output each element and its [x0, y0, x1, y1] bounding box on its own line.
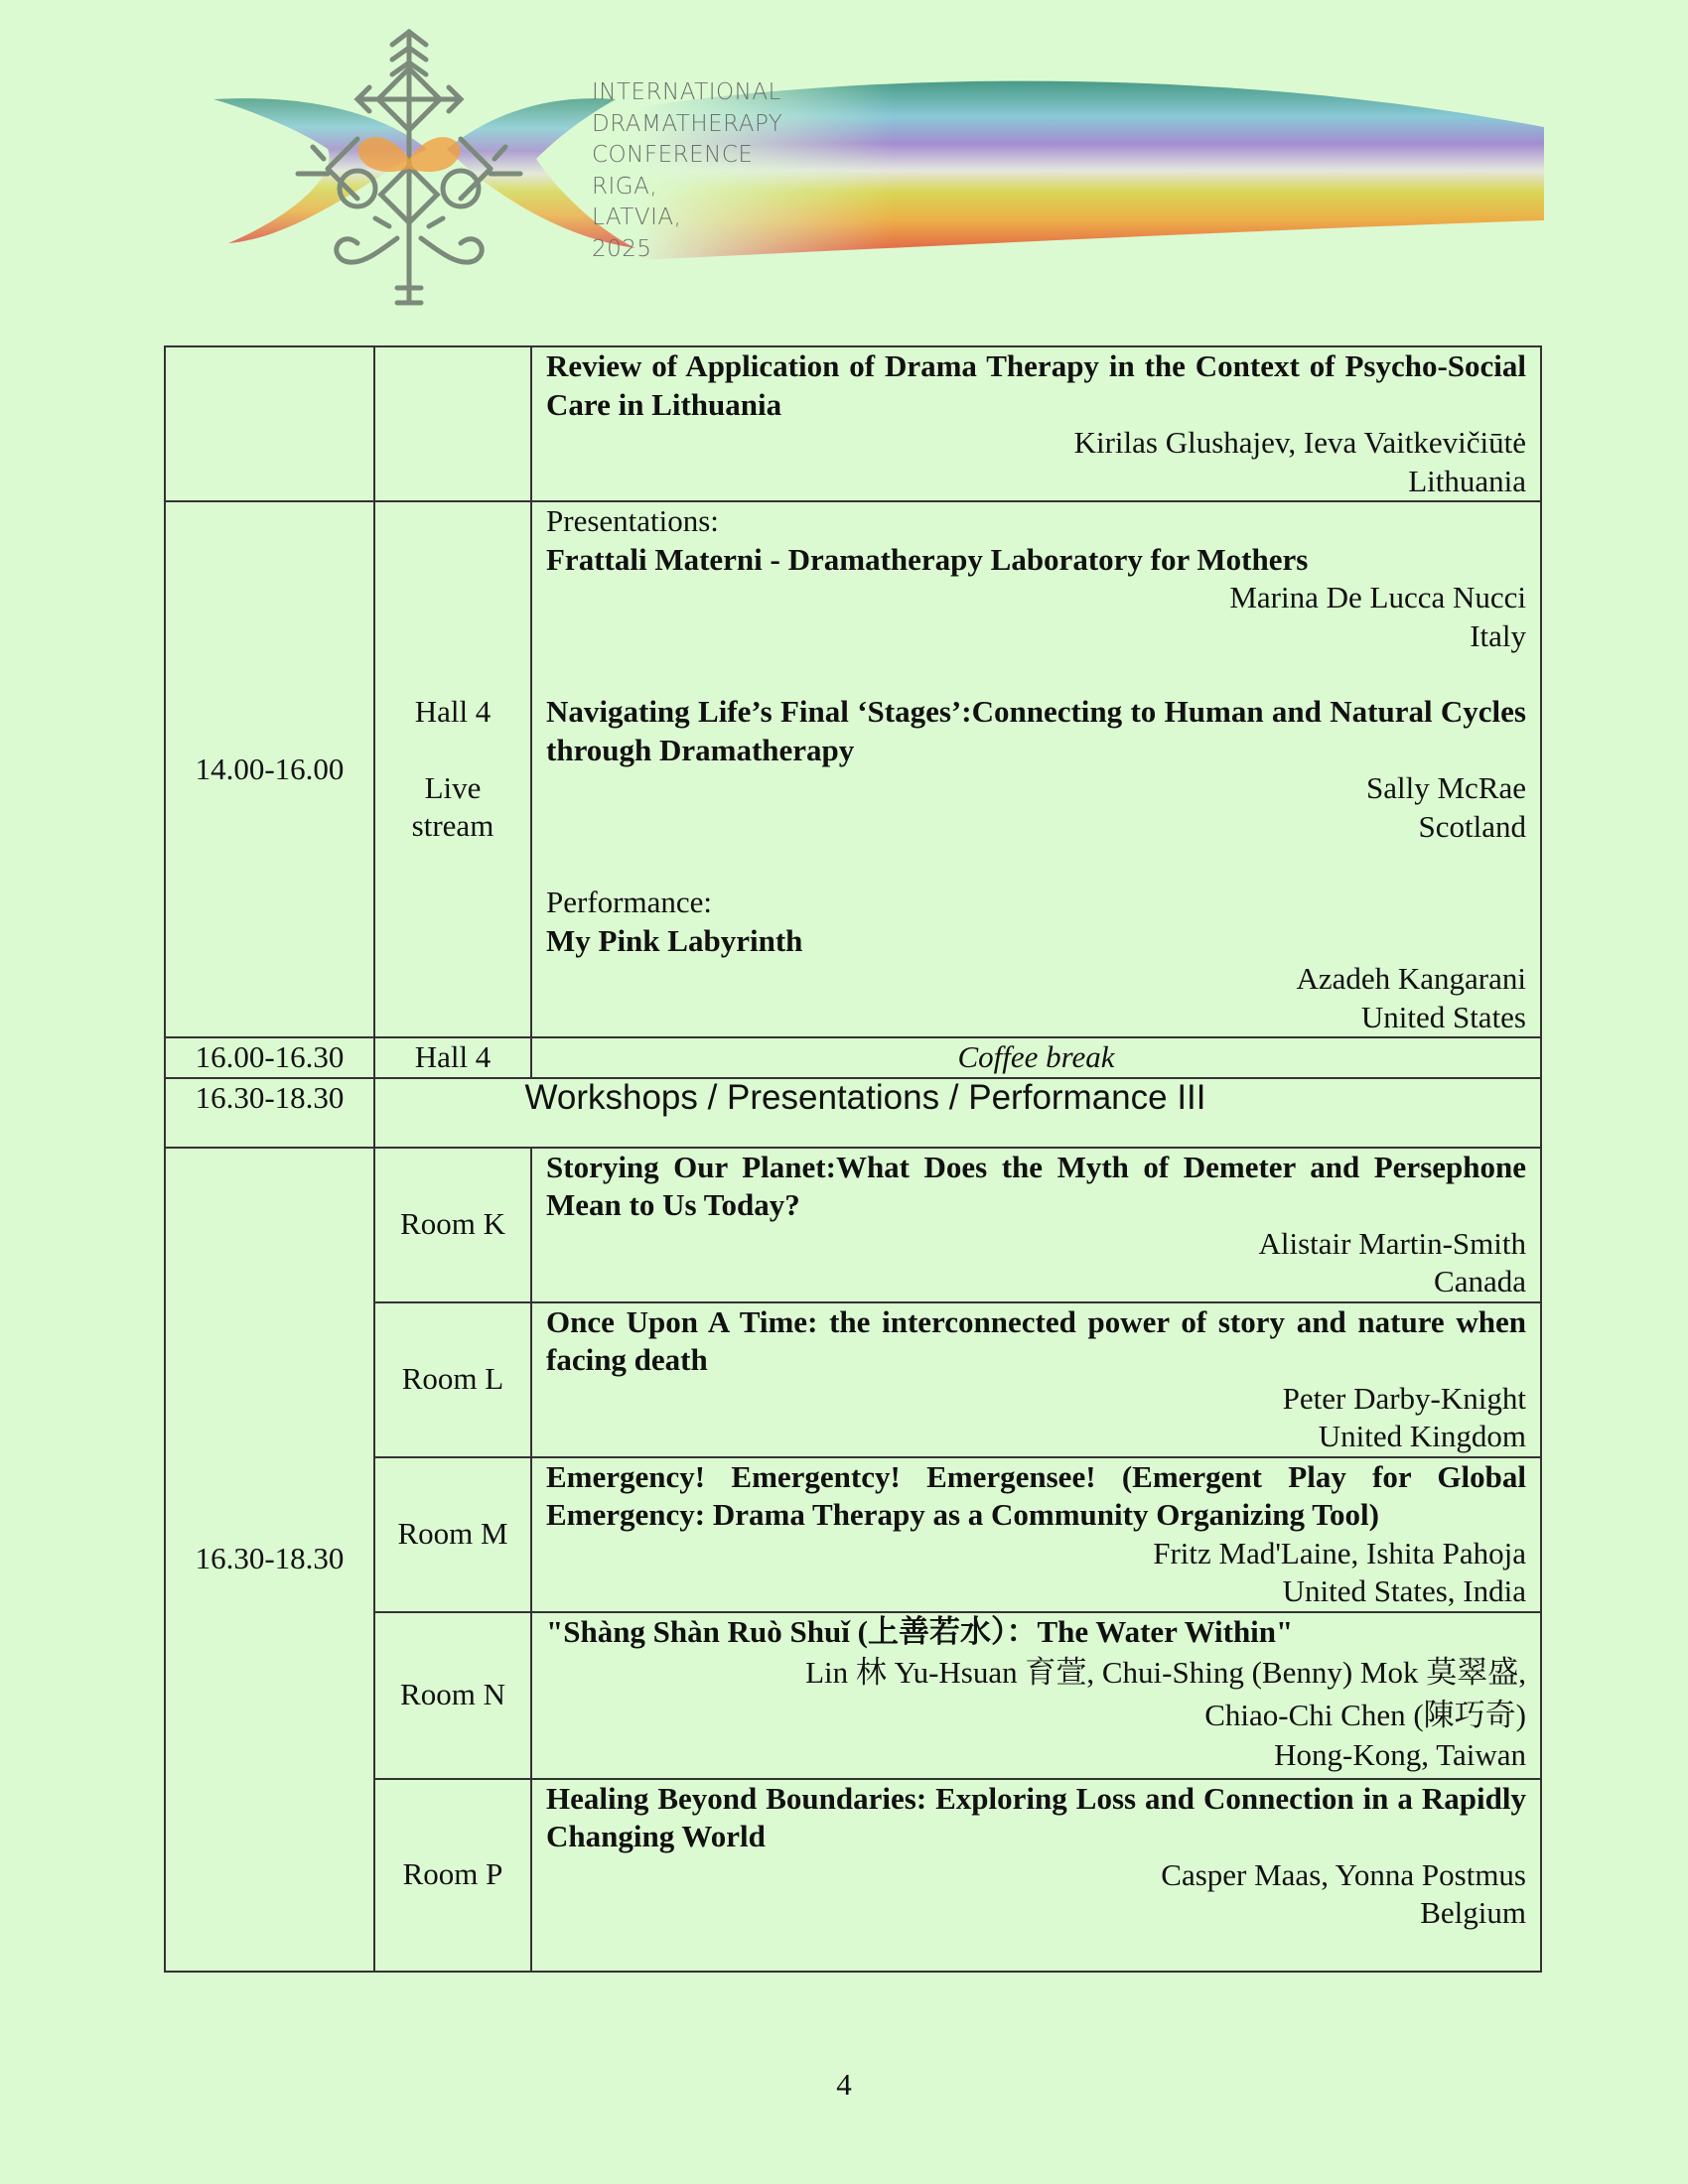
room-cell: Hall 4 — [374, 1037, 531, 1078]
session-country: Italy — [1470, 617, 1526, 653]
room-cell — [374, 346, 531, 501]
session-title: My Pink Labyrinth — [546, 922, 803, 958]
session-authors: Sally McRae — [1366, 770, 1526, 805]
session-authors: Fritz Mad'Laine, Ishita Pahoja — [1153, 1535, 1526, 1570]
room-note: Live — [424, 769, 482, 805]
time-cell: 16.00-16.30 — [165, 1037, 374, 1078]
room-note: stream — [411, 808, 494, 844]
conference-logo-banner — [0, 0, 1688, 328]
session-title: "Shàng Shàn Ruò Shuǐ (上善若水）：The Water Within" — [546, 1613, 1294, 1649]
logo-line: CONFERENCE — [592, 142, 754, 168]
session-country: Hong-Kong, Taiwan — [1274, 1737, 1526, 1772]
session-cell — [531, 1612, 1541, 1779]
table-row — [165, 1037, 1541, 1078]
session-country: United States, India — [1282, 1573, 1526, 1608]
time-cell — [165, 346, 374, 501]
session-country: Canada — [1434, 1264, 1526, 1298]
logo-line: RIGA, — [592, 173, 658, 200]
conference-header — [0, 0, 1688, 328]
room-cell: Room P — [374, 1779, 531, 1972]
room-cell: Room K — [374, 1148, 531, 1302]
section-label: Presentations: — [546, 503, 719, 538]
schedule-table — [164, 345, 1542, 1973]
session-title: Once Upon A Time: the interconnected power of story and nature when facing death — [546, 1303, 1526, 1377]
session-authors: Chiao-Chi Chen (陳巧奇) — [1204, 1698, 1526, 1732]
session-cell — [531, 1148, 1541, 1302]
time-cell: 16.30-18.30 — [165, 1148, 374, 1972]
session-country: Belgium — [1420, 1895, 1526, 1930]
room-name: Hall 4 — [414, 694, 492, 730]
session-title: Frattali Materni - Dramatherapy Laboratory for Mothers — [546, 541, 1309, 577]
session-authors: Alistair Martin-Smith — [1258, 1225, 1526, 1261]
session-authors: Marina De Lucca Nucci — [1229, 580, 1526, 614]
session-country: United States — [1360, 999, 1526, 1034]
room-cell: Room M — [374, 1457, 531, 1612]
room-cell: Room N — [374, 1612, 531, 1779]
session-authors: Casper Maas, Yonna Postmus — [1161, 1856, 1526, 1892]
session-title: Emergency! Emergentcy! Emergensee! (Emergent Play for Global Emergency: Drama Therapy as a Community Organizing Tool) — [546, 1458, 1526, 1532]
session-heading: Workshops / Presentations / Performance III — [374, 1078, 1541, 1148]
logo-line: 2025 — [592, 235, 652, 262]
session-country: Lithuania — [1408, 463, 1526, 498]
time-cell: 14.00-16.00 — [165, 501, 374, 1037]
room-cell — [374, 501, 531, 1037]
session-cell — [531, 346, 1541, 501]
session-cell — [531, 1779, 1541, 1972]
session-cell — [531, 501, 1541, 1037]
logo-line: INTERNATIONAL — [592, 79, 781, 105]
table-row — [165, 501, 1541, 1037]
session-title: Storying Our Planet:What Does the Myth of Demeter and Persephone Mean to Us Today? — [546, 1149, 1526, 1222]
page-number: 4 — [836, 2067, 852, 2102]
room-cell: Room L — [374, 1302, 531, 1457]
session-authors: Azadeh Kangarani — [1296, 961, 1526, 996]
table-row — [165, 346, 1541, 501]
session-cell — [531, 1302, 1541, 1457]
session-title: Navigating Life’s Final ‘Stages’:Connecting to Human and Natural Cycles through Dramatherapy — [546, 694, 1526, 767]
session-authors: Kirilas Glushajev, Ieva Vaitkevičiūtė — [1073, 425, 1526, 460]
session-authors: Peter Darby-Knight — [1282, 1380, 1526, 1416]
section-label: Performance: — [546, 885, 712, 919]
table-row — [165, 1148, 1541, 1302]
table-row — [165, 1078, 1541, 1148]
session-authors: Lin 林 Yu-Hsuan 育萱, Chui-Shing (Benny) Mok 莫翠盛, — [805, 1655, 1526, 1690]
logo-line: DRAMATHERAPY — [592, 110, 783, 137]
coffee-break-cell: Coffee break — [531, 1037, 1541, 1078]
session-cell — [531, 1457, 1541, 1612]
conference-logo-text — [592, 77, 782, 265]
session-title: Healing Beyond Boundaries: Exploring Loss and Connection in a Rapidly Changing World — [546, 1780, 1526, 1853]
session-country: United Kingdom — [1318, 1419, 1526, 1453]
session-country: Scotland — [1418, 808, 1526, 844]
time-cell: 16.30-18.30 — [165, 1078, 374, 1148]
session-title: Review of Application of Drama Therapy in the Context of Psycho-Social Care in Lithuania — [546, 348, 1526, 422]
logo-line: LATVIA, — [592, 205, 682, 230]
